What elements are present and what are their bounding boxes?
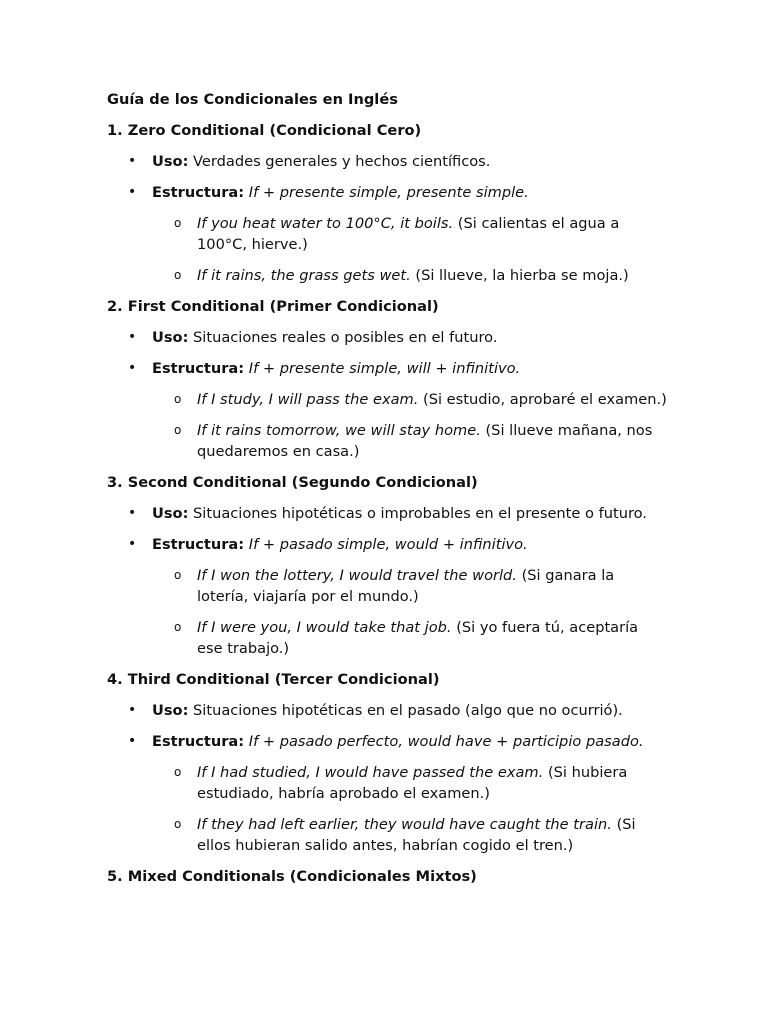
bullet-icon: •: [128, 153, 137, 169]
example-list: [107, 565, 667, 659]
section-heading: 2. First Conditional (Primer Condicional): [107, 298, 439, 315]
section-heading: 3. Second Conditional (Segundo Condicional): [107, 474, 478, 491]
circle-bullet-icon: o: [174, 268, 182, 282]
example-english: If it rains, the grass gets wet.: [197, 267, 411, 284]
section-bullet-list: [107, 327, 667, 379]
circle-bullet-icon: o: [174, 423, 182, 437]
section-third-conditional: [107, 669, 667, 856]
uso-label: Uso:: [152, 702, 189, 719]
bullet-icon: •: [128, 536, 137, 552]
section-heading: 5. Mixed Conditionals (Condicionales Mixtos): [107, 868, 477, 885]
example-list: [107, 762, 667, 856]
example-item: [107, 265, 667, 286]
page-title: Guía de los Condicionales en Inglés: [107, 91, 398, 108]
example-spanish: (Si ganara la lotería, viajaría por el mundo.): [197, 567, 615, 605]
section-heading: 4. Third Conditional (Tercer Condicional): [107, 671, 440, 688]
section-mixed-conditionals: [107, 866, 667, 887]
uso-label: Uso:: [152, 329, 189, 346]
estructura-item: [107, 731, 667, 752]
example-english: If it rains tomorrow, we will stay home.: [197, 422, 481, 439]
estructura-label: Estructura:: [152, 184, 245, 201]
section-second-conditional: [107, 472, 667, 659]
example-english: If you heat water to 100°C, it boils.: [197, 215, 454, 232]
uso-item: [107, 503, 667, 524]
uso-text: Situaciones reales o posibles en el futuro.: [193, 329, 498, 346]
estructura-label: Estructura:: [152, 360, 245, 377]
uso-label: Uso:: [152, 505, 189, 522]
example-list: [107, 213, 667, 286]
estructura-item: [107, 358, 667, 379]
estructura-text: If + presente simple, will + infinitivo.: [248, 360, 521, 377]
example-spanish: (Si estudio, aprobaré el examen.): [423, 391, 667, 408]
example-item: [107, 762, 667, 804]
example-item: [107, 565, 667, 607]
example-item: [107, 213, 667, 255]
example-spanish: (Si hubiera estudiado, habría aprobado el examen.): [197, 764, 628, 802]
estructura-label: Estructura:: [152, 536, 245, 553]
estructura-label: Estructura:: [152, 733, 245, 750]
document-page: [107, 89, 667, 897]
circle-bullet-icon: o: [174, 568, 182, 582]
example-english: If I had studied, I would have passed the exam.: [197, 764, 544, 781]
example-english: If they had left earlier, they would have caught the train.: [197, 816, 612, 833]
example-item: [107, 814, 667, 856]
example-english: If I were you, I would take that job.: [197, 619, 452, 636]
uso-item: [107, 151, 667, 172]
example-item: [107, 420, 667, 462]
bullet-icon: •: [128, 702, 137, 718]
example-english: If I study, I will pass the exam.: [197, 391, 419, 408]
circle-bullet-icon: o: [174, 216, 182, 230]
estructura-text: If + pasado simple, would + infinitivo.: [248, 536, 528, 553]
bullet-icon: •: [128, 329, 137, 345]
circle-bullet-icon: o: [174, 620, 182, 634]
section-bullet-list: [107, 700, 667, 752]
example-spanish: (Si yo fuera tú, aceptaría ese trabajo.): [197, 619, 639, 657]
example-english: If I won the lottery, I would travel the world.: [197, 567, 517, 584]
section-heading: 1. Zero Conditional (Condicional Cero): [107, 122, 422, 139]
uso-label: Uso:: [152, 153, 189, 170]
estructura-text: If + presente simple, presente simple.: [248, 184, 529, 201]
circle-bullet-icon: o: [174, 392, 182, 406]
uso-item: [107, 327, 667, 348]
bullet-icon: •: [128, 360, 137, 376]
section-first-conditional: [107, 296, 667, 462]
estructura-item: [107, 182, 667, 203]
bullet-icon: •: [128, 733, 137, 749]
example-spanish: (Si llueve mañana, nos quedaremos en casa.): [197, 422, 653, 460]
circle-bullet-icon: o: [174, 817, 182, 831]
example-spanish: (Si llueve, la hierba se moja.): [415, 267, 629, 284]
section-bullet-list: [107, 503, 667, 555]
example-spanish: (Si calientas el agua a 100°C, hierve.): [197, 215, 620, 253]
uso-text: Verdades generales y hechos científicos.: [193, 153, 491, 170]
section-zero-conditional: [107, 120, 667, 286]
example-item: [107, 389, 667, 410]
estructura-text: If + pasado perfecto, would have + participio pasado.: [248, 733, 644, 750]
uso-text: Situaciones hipotéticas o improbables en el presente o futuro.: [193, 505, 647, 522]
uso-item: [107, 700, 667, 721]
example-list: [107, 389, 667, 462]
section-bullet-list: [107, 151, 667, 203]
estructura-item: [107, 534, 667, 555]
bullet-icon: •: [128, 505, 137, 521]
example-spanish: (Si ellos hubieran salido antes, habrían cogido el tren.): [197, 816, 636, 854]
uso-text: Situaciones hipotéticas en el pasado (algo que no ocurrió).: [193, 702, 623, 719]
circle-bullet-icon: o: [174, 765, 182, 779]
example-item: [107, 617, 667, 659]
bullet-icon: •: [128, 184, 137, 200]
